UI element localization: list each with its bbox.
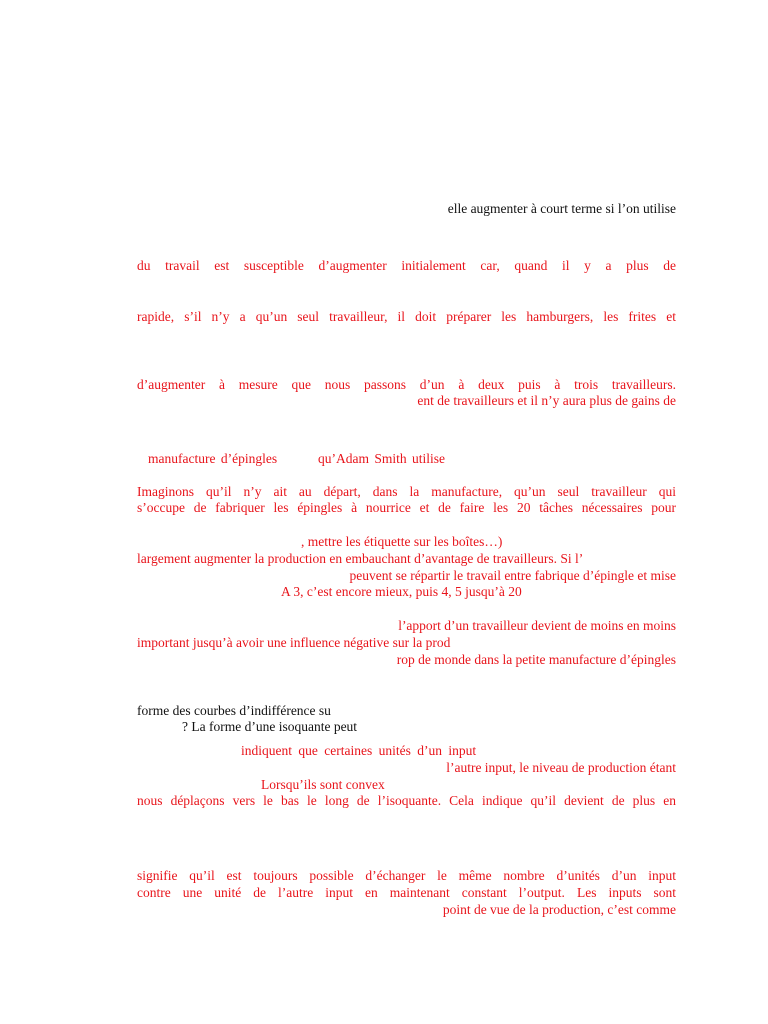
text-line: l’autre input, le niveau de production étant bbox=[446, 760, 676, 775]
text-line: forme des courbes d’indifférence su bbox=[137, 703, 331, 718]
text-line: largement augmenter la production en embauchant d’avantage de travailleurs. Si l’ bbox=[137, 551, 584, 566]
text-line: point de vue de la production, c’est comme bbox=[442, 902, 676, 917]
text-line: important jusqu’à avoir une influence négative sur la prod bbox=[137, 635, 451, 650]
text-line: contre une unité de l’autre input en maintenant constant l’output. Les inputs sont bbox=[137, 885, 676, 900]
text-line: s’occupe de fabriquer les épingles à nourrice et de faire les 20 tâches nécessaires pour bbox=[137, 500, 676, 515]
text-line: nous déplaçons vers le bas le long de l’isoquante. Cela indique qu’il devient de plus en bbox=[137, 793, 676, 808]
text-line: ent de travailleurs et il n’y aura plus de gains de bbox=[417, 393, 676, 408]
text-line: d’augmenter à mesure que nous passons d’un à deux puis à trois travailleurs. bbox=[137, 377, 676, 392]
text-line: rop de monde dans la petite manufacture d’épingles bbox=[396, 652, 676, 667]
text-line: rapide, s’il n’y a qu’un seul travailleur, il doit préparer les hamburgers, les frites et bbox=[137, 309, 676, 324]
text-line: manufacture d’épingles bbox=[148, 451, 278, 466]
text-line: du travail est susceptible d’augmenter initialement car, quand il y a plus de bbox=[137, 258, 676, 273]
text-line: Imaginons qu’il n’y ait au départ, dans la manufacture, qu’un seul travailleur qui bbox=[137, 484, 676, 499]
text-line: ? La forme d’une isoquante peut bbox=[182, 719, 358, 734]
text-line: qu’Adam Smith utilise bbox=[318, 451, 445, 466]
text-line: , mettre les étiquette sur les boîtes…) bbox=[301, 534, 503, 549]
text-line: l’apport d’un travailleur devient de moins en moins bbox=[398, 618, 676, 633]
text-line: Lorsqu’ils sont convex bbox=[261, 777, 385, 792]
text-line: peuvent se répartir le travail entre fabrique d’épingle et mise bbox=[349, 568, 676, 583]
text-line: elle augmenter à court terme si l’on utilise bbox=[447, 201, 676, 216]
text-line: A 3, c’est encore mieux, puis 4, 5 jusqu’à 20 bbox=[281, 584, 522, 599]
text-line: indiquent que certaines unités d’un input bbox=[241, 743, 477, 758]
text-line: signifie qu’il est toujours possible d’échanger le même nombre d’unités d’un input bbox=[137, 868, 676, 883]
